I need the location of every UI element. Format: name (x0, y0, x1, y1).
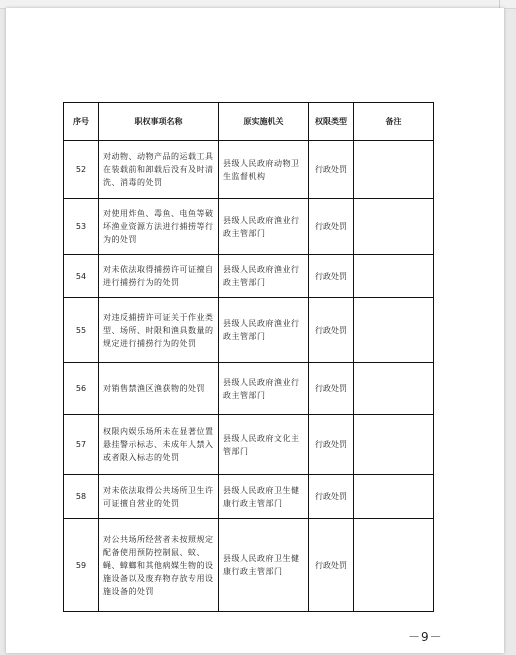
row-power-type: 行政处罚 (309, 363, 354, 415)
row-power-type: 行政处罚 (309, 141, 354, 199)
row-serial: 52 (64, 141, 99, 199)
row-remarks (354, 199, 434, 255)
row-item-name: 对违反捕捞许可证关于作业类型、场所、时限和渔具数量的规定进行捕捞行为的处罚 (99, 298, 219, 363)
page-curl (499, 0, 510, 8)
table-row (64, 475, 434, 519)
powers-table (63, 102, 434, 612)
row-remarks (354, 255, 434, 298)
row-agency: 县级人民政府渔业行政主管部门 (219, 363, 309, 415)
row-power-type: 行政处罚 (309, 415, 354, 475)
row-item-name: 对公共场所经营者未按照规定配备使用预防控制鼠、蚊、蝇、蟑螂和其他病媒生物的设施设备以及废弃物存放专用设施设备的处罚 (99, 519, 219, 612)
row-agency: 县级人民政府动物卫生监督机构 (219, 141, 309, 199)
row-remarks (354, 415, 434, 475)
row-power-type: 行政处罚 (309, 475, 354, 519)
row-remarks (354, 298, 434, 363)
table-row (64, 519, 434, 612)
table-header-row (64, 103, 434, 141)
row-item-name: 对未依法取得公共场所卫生许可证擅自营业的处罚 (99, 475, 219, 519)
row-serial: 58 (64, 475, 99, 519)
row-power-type: 行政处罚 (309, 255, 354, 298)
row-item-name: 对使用炸鱼、毒鱼、电鱼等破坏渔业资源方法进行捕捞等行为的处罚 (99, 199, 219, 255)
row-serial: 59 (64, 519, 99, 612)
row-serial: 55 (64, 298, 99, 363)
row-agency: 县级人民政府卫生健康行政主管部门 (219, 475, 309, 519)
row-serial: 57 (64, 415, 99, 475)
row-agency: 县级人民政府渔业行政主管部门 (219, 255, 309, 298)
row-agency: 县级人民政府文化主管部门 (219, 415, 309, 475)
header-serial: 序号 (64, 103, 99, 141)
row-item-name: 对销售禁渔区渔获物的处罚 (99, 363, 219, 415)
row-serial: 53 (64, 199, 99, 255)
row-serial: 56 (64, 363, 99, 415)
row-remarks (354, 363, 434, 415)
row-item-name: 对未依法取得捕捞许可证擅自进行捕捞行为的处罚 (99, 255, 219, 298)
row-power-type: 行政处罚 (309, 519, 354, 612)
row-agency: 县级人民政府渔业行政主管部门 (219, 298, 309, 363)
row-power-type: 行政处罚 (309, 298, 354, 363)
row-remarks (354, 519, 434, 612)
row-item-name: 对动物、动物产品的运载工具在装载前和卸载后没有及时清洗、消毒的处罚 (99, 141, 219, 199)
header-item-name: 职权事项名称 (99, 103, 219, 141)
row-item-name: 权限内娱乐场所未在显著位置悬挂警示标志、未成年人禁入或者限入标志的处罚 (99, 415, 219, 475)
row-agency: 县级人民政府渔业行政主管部门 (219, 199, 309, 255)
table-row (64, 298, 434, 363)
row-agency: 县级人民政府卫生健康行政主管部门 (219, 519, 309, 612)
row-power-type: 行政处罚 (309, 199, 354, 255)
table-row (64, 363, 434, 415)
header-power-type: 权限类型 (309, 103, 354, 141)
row-remarks (354, 141, 434, 199)
page-number: －9－ (408, 630, 443, 644)
table-row (64, 415, 434, 475)
header-remarks: 备注 (354, 103, 434, 141)
row-remarks (354, 475, 434, 519)
table-row (64, 141, 434, 199)
row-serial: 54 (64, 255, 99, 298)
table-row (64, 199, 434, 255)
table-row (64, 255, 434, 298)
header-agency: 原实施机关 (219, 103, 309, 141)
